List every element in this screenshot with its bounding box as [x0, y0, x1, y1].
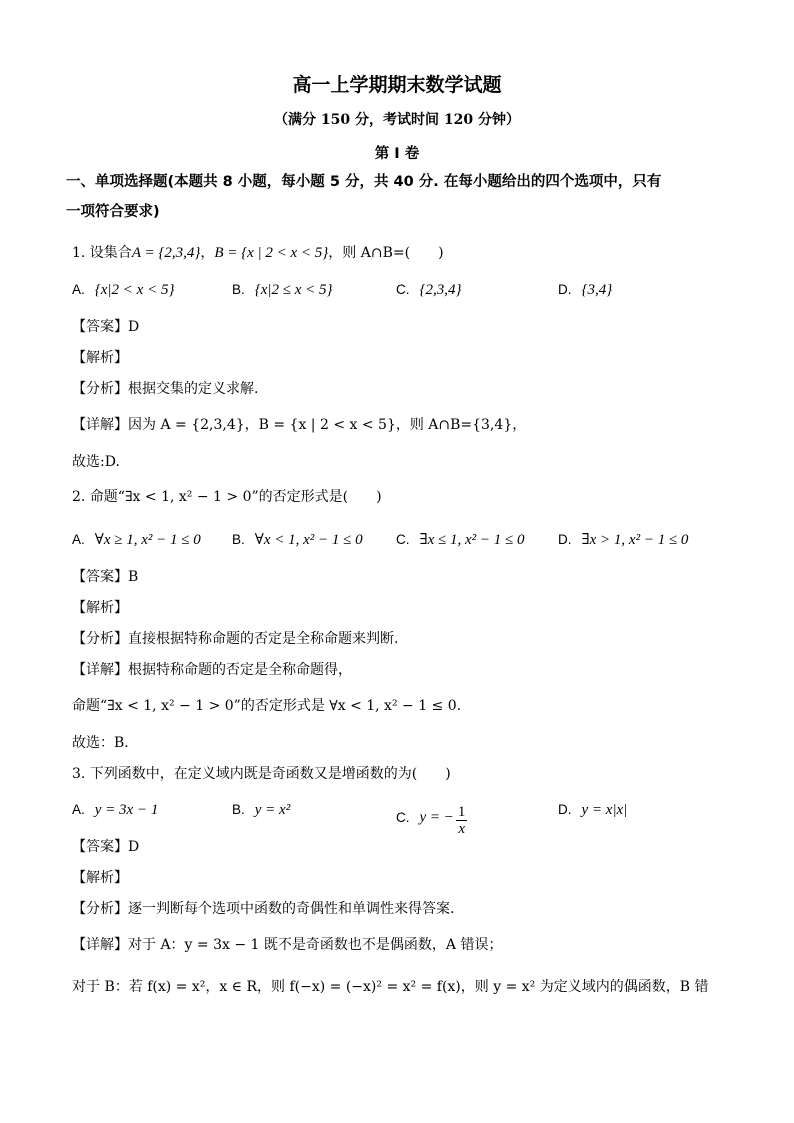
q2-option-a-text: ∀x ≥ 1, x² − 1 ≤ 0: [94, 532, 201, 548]
q1-fenxi-label: 【分析】: [72, 381, 128, 397]
q2-option-c: [396, 531, 525, 549]
q1-answer: [72, 318, 139, 336]
q2-option-b: [232, 531, 363, 549]
q3-xiangjie: [72, 936, 502, 954]
q2-answer-label: 【答案】: [72, 569, 128, 585]
q3-answer-label: 【答案】: [72, 839, 128, 855]
q3-option-b-letter: B.: [232, 802, 245, 817]
q2-option-d-letter: D.: [558, 532, 572, 547]
q2-xiangjie-label: 【详解】: [72, 662, 128, 678]
q2-fenxi: [72, 630, 398, 648]
q3-analysis-label: 【解析】: [72, 870, 128, 886]
q1-analysis-label: 【解析】: [72, 350, 128, 366]
section-heading-line1: 一、单项选择题(本题共 8 小题，每小题 5 分，共 40 分. 在每小题给出的四个选项中，只有: [66, 174, 662, 190]
q2-option-c-letter: C.: [396, 532, 410, 547]
q2-option-b-letter: B.: [232, 532, 245, 547]
q1-set-a: A = {2,3,4}: [131, 245, 201, 261]
q3-fenxi-label: 【分析】: [72, 901, 128, 917]
q1-stem-prefix: 1. 设集合: [72, 245, 132, 261]
q2-conclusion: 故选：B.: [72, 735, 129, 751]
q3-xiangjie-label: 【详解】: [72, 937, 128, 953]
q2-option-d: [558, 531, 688, 549]
q3-option-c-prefix: y = −: [419, 809, 454, 826]
q3-fenxi: [72, 900, 454, 918]
q1-option-a: [72, 281, 174, 299]
q1-option-a-letter: A.: [72, 282, 85, 297]
q3-xiangjie-text: 对于 A：y = 3x − 1 既不是奇函数也不是偶函数，A 错误；: [128, 937, 503, 953]
q1-fenxi-text: 根据交集的定义求解.: [128, 381, 259, 397]
q2-answer-value: B: [128, 569, 139, 585]
q2-fenxi-text: 直接根据特称命题的否定是全称命题来判断.: [128, 631, 399, 647]
q2-option-d-text: ∃x > 1, x² − 1 ≤ 0: [581, 532, 689, 548]
q3-option-b: [232, 801, 290, 819]
q1-set-b: B = {x | 2 < x < 5}: [214, 245, 329, 261]
q1-xiangjie-label: 【详解】: [72, 417, 128, 433]
q2-option-a: [72, 531, 201, 549]
q1-sep: ，: [200, 245, 215, 261]
q1-option-b-letter: B.: [232, 282, 245, 297]
q3-option-c: [396, 801, 467, 837]
q3-option-c-denominator: x: [458, 821, 465, 837]
q3-answer-value: D: [128, 839, 140, 855]
q2-xiangjie: [72, 661, 352, 679]
volume-label: 第 I 卷: [374, 146, 420, 162]
q2-analysis-label: 【解析】: [72, 600, 128, 616]
q3-answer: [72, 838, 139, 856]
q1-conclusion: 故选:D.: [72, 454, 120, 470]
q1-answer-label: 【答案】: [72, 319, 128, 335]
q1-stem: [72, 244, 444, 262]
q1-option-c: [396, 281, 462, 299]
q2-detail: 命题“∃x < 1, x² − 1 > 0”的否定形式是 ∀x < 1, x² − 1 ≤ 0.: [72, 698, 462, 714]
q3-option-c-letter: C.: [396, 809, 410, 825]
q1-option-d-text: {3,4}: [581, 282, 613, 298]
q1-option-b: [232, 281, 333, 299]
exam-info: （满分 150 分，考试时间 120 分钟）: [274, 112, 520, 128]
q1-option-c-letter: C.: [396, 282, 410, 297]
q1-option-b-text: {x|2 ≤ x < 5}: [254, 282, 333, 298]
q3-option-d: [558, 801, 627, 819]
q1-answer-value: D: [128, 319, 140, 335]
q2-answer: [72, 568, 138, 586]
q3-fenxi-text: 逐一判断每个选项中函数的奇偶性和单调性来得答案.: [128, 901, 455, 917]
q3-option-c-fraction: [456, 804, 468, 837]
section-heading-line2: 一项符合要求): [66, 204, 160, 220]
q3-option-a-text: y = 3x − 1: [94, 802, 159, 818]
q2-option-c-text: ∃x ≤ 1, x² − 1 ≤ 0: [419, 532, 525, 548]
q1-option-c-text: {2,3,4}: [419, 282, 462, 298]
q3-option-c-numerator: 1: [457, 804, 466, 820]
q2-option-b-text: ∀x < 1, x² − 1 ≤ 0: [254, 532, 363, 548]
q1-fenxi: [72, 380, 258, 398]
q2-fenxi-label: 【分析】: [72, 631, 128, 647]
q3-option-d-text: y = x|x|: [581, 802, 628, 818]
q1-option-a-text: {x|2 < x < 5}: [94, 282, 175, 298]
q3-option-a: [72, 801, 158, 819]
q2-xiangjie-text: 根据特称命题的否定是全称命题得，: [128, 662, 352, 678]
q3-stem: 3. 下列函数中，在定义域内既是奇函数又是增函数的为( ): [72, 766, 451, 782]
q3-option-d-letter: D.: [558, 802, 572, 817]
page-title: 高一上学期期末数学试题: [292, 74, 502, 96]
q1-option-d-letter: D.: [558, 282, 572, 297]
q2-stem: 2. 命题“∃x < 1, x² − 1 > 0”的否定形式是( ): [72, 489, 382, 505]
q2-option-a-letter: A.: [72, 532, 85, 547]
q1-xiangjie-text: 因为 A = {2,3,4}，B = {x | 2 < x < 5}，则 A∩B={3,4}，: [128, 417, 527, 433]
q1-stem-suffix: ，则 A∩B=( ): [328, 245, 444, 261]
q1-xiangjie: [72, 416, 526, 434]
q1-option-d: [558, 281, 612, 299]
q3-option-a-letter: A.: [72, 802, 85, 817]
q3-detail: 对于 B：若 f(x) = x²，x ∈ R，则 f(−x) = (−x)² = x² = f(x)，则 y = x² 为定义域内的偶函数，B 错: [72, 979, 709, 995]
q3-option-b-text: y = x²: [254, 802, 291, 818]
